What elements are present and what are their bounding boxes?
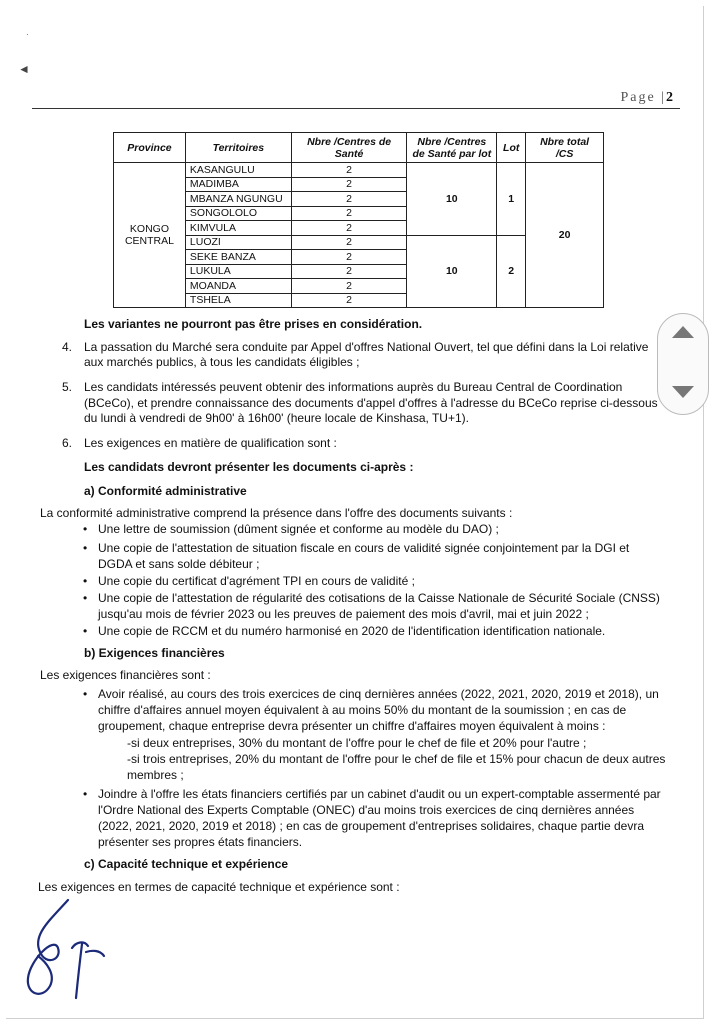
territoire-cell: SONGOLOLO	[185, 206, 291, 221]
section-b-title: b) Exigences financières	[84, 646, 225, 660]
lot-cell: 1	[497, 163, 526, 236]
list-item: • Joindre à l'offre les états financiers certifiés par un cabinet d'audit ou un expert-comptable assermenté par	[98, 787, 661, 802]
lot-centres-cell: 10	[407, 163, 497, 236]
scan-mark: ◄	[18, 62, 30, 76]
lot-centres-cell: 10	[407, 235, 497, 308]
territoire-cell: LUOZI	[185, 235, 291, 250]
list-item: • Une copie de RCCM et du numéro harmonisé en 2020 de l'identification identification nationale.	[98, 624, 605, 639]
item-4-line: La passation du Marché sera conduite par Appel d'offres National Ouvert, tel que défini dans la Loi relative	[84, 340, 649, 354]
section-c-intro: Les exigences en termes de capacité technique et expérience sont :	[38, 880, 400, 894]
item-5-line: Les candidats intéressés peuvent obtenir des informations auprès du Bureau Central de Coordination	[84, 380, 623, 394]
territoire-cell: LUKULA	[185, 264, 291, 279]
centres-cell: 2	[291, 163, 407, 178]
item-5-line: (BCeCo), et prendre connaissance des documents d'appel d'offres à l'adresse du BCeCo reprise ci-dessous	[84, 396, 658, 410]
health-centres-table	[113, 132, 604, 308]
sub-item-continuation: membres ;	[127, 768, 184, 782]
table-header-row	[114, 133, 604, 163]
page-number: Page |2	[620, 90, 673, 105]
centres-cell: 2	[291, 177, 407, 192]
col-header: Province	[114, 133, 186, 163]
item-5-line: du lundi à vendredi de 9h00' à 16h00' (heure locale de Kinshasa, TU+1).	[84, 411, 469, 425]
list-item: • Une lettre de soumission (dûment signée et conforme au modèle du DAO) ;	[98, 522, 499, 537]
territoire-cell: MADIMBA	[185, 177, 291, 192]
variantes-note: Les variantes ne pourront pas être prises en considération.	[84, 317, 423, 331]
list-item-continuation: l'Ordre National des Experts Comptable (ONEC) d'au moins trois exercices de cinq dernières années	[98, 803, 635, 817]
item-4-line: aux marchés publics, à tous les candidats éligibles ;	[84, 355, 360, 369]
list-item: • Une copie de l'attestation de situation fiscale en cours de validité signée conjointement par la DGI et	[98, 541, 629, 556]
section-a-title: a) Conformité administrative	[84, 484, 247, 498]
list-item-continuation: chiffre d'affaires annuel moyen équivalent à au moins 50% du montant de la soumission ; en cas de	[98, 703, 627, 717]
centres-cell: 2	[291, 264, 407, 279]
list-item: • Une copie du certificat d'agrément TPI en cours de validité ;	[98, 574, 415, 589]
territoire-cell: MOANDA	[185, 279, 291, 294]
item-6-number: 6.	[62, 436, 73, 450]
list-item: • Une copie de l'attestation de régularité des cotisations de la Caisse Nationale de Sécurité Sociale (CNSS)	[98, 591, 660, 606]
centres-cell: 2	[291, 235, 407, 250]
scroll-up-icon[interactable]	[672, 326, 694, 338]
candidats-heading: Les candidats devront présenter les documents ci-après :	[84, 460, 414, 474]
list-item-continuation: DGDA et sans solde débiteur ;	[98, 557, 260, 571]
list-item-continuation: présenter ses propres états financiers.	[98, 835, 303, 849]
col-header: Territoires	[185, 133, 291, 163]
section-c-title: c) Capacité technique et expérience	[84, 857, 289, 871]
col-header: Nbre /Centres de Santé	[291, 133, 407, 163]
centres-cell: 2	[291, 192, 407, 207]
territoire-cell: KASANGULU	[185, 163, 291, 178]
item-5-number: 5.	[62, 380, 73, 394]
section-b-intro: Les exigences financières sont :	[40, 668, 211, 682]
item-6-text: Les exigences en matière de qualification sont :	[84, 436, 337, 450]
scroll-control[interactable]	[657, 313, 709, 415]
col-header: Nbre /Centres de Santé par lot	[407, 133, 497, 163]
centres-cell: 2	[291, 206, 407, 221]
total-cell: 20	[526, 163, 604, 308]
scan-dot: ·	[26, 30, 29, 39]
header-rule	[32, 108, 680, 109]
sub-item: -si trois entreprises, 20% du montant de l'offre pour le chef de file et 15% pour chacun de deux autres	[127, 752, 666, 766]
centres-cell: 2	[291, 250, 407, 265]
territoire-cell: SEKE BANZA	[185, 250, 291, 265]
territoire-cell: KIMVULA	[185, 221, 291, 236]
list-item-continuation: jusqu'au mois de février 2023 ou les preuves de paiement des mois d'avril, mai et juin 2022 ;	[98, 607, 589, 621]
list-item: • Avoir réalisé, au cours des trois exercices de cinq dernières années (2022, 2021, 2020, 2019 et 2018), un	[98, 687, 659, 702]
handwritten-signature	[10, 890, 130, 1010]
section-a-intro: La conformité administrative comprend la présence dans l'offre des documents suivants :	[40, 506, 513, 520]
sub-item: -si deux entreprises, 30% du montant de l'offre pour le chef de file et 20% pour l'autre ;	[127, 736, 587, 750]
list-item-continuation: groupement, chaque entreprise devra présenter un chiffre d'affaires moyen équivalent à moins :	[98, 719, 606, 733]
scroll-down-icon[interactable]	[672, 386, 694, 398]
table-row	[114, 163, 604, 178]
col-header: Nbre total /CS	[526, 133, 604, 163]
col-header: Lot	[497, 133, 526, 163]
territoire-cell: TSHELA	[185, 293, 291, 308]
centres-cell: 2	[291, 279, 407, 294]
territoire-cell: MBANZA NGUNGU	[185, 192, 291, 207]
item-4-number: 4.	[62, 340, 73, 354]
list-item-continuation: (2022, 2021, 2020, 2019 et 2018) ; en cas de groupement d'entreprises solidaires, chaque partie devra	[98, 819, 644, 833]
province-cell: KONGO CENTRAL	[114, 163, 186, 308]
centres-cell: 2	[291, 221, 407, 236]
centres-cell: 2	[291, 293, 407, 308]
lot-cell: 2	[497, 235, 526, 308]
